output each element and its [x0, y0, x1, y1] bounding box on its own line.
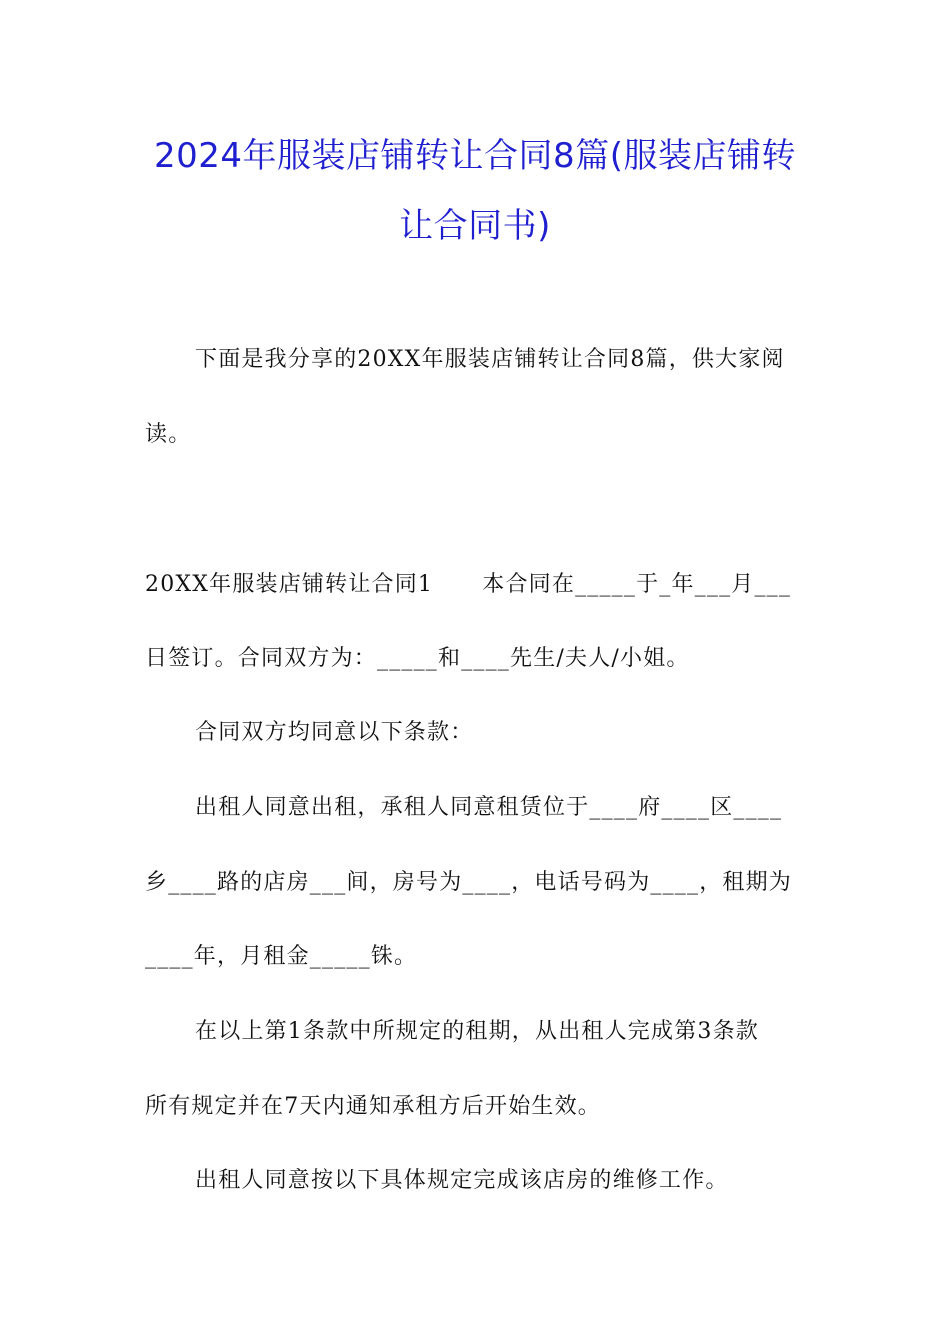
clause-intro-line: 合同双方均同意以下条款：	[195, 720, 474, 745]
clause-1-line-3: ____年，月租金_____铢。	[145, 944, 418, 969]
contract-parties-line: 日签订。合同双方为：_____和____先生/夫人/小姐。	[145, 646, 690, 671]
clause-2-line-1: 在以上第1条款中所规定的租期，从出租人完成第3条款	[195, 1019, 759, 1044]
clause-3-line-1: 出租人同意按以下具体规定完成该店房的维修工作。	[195, 1168, 729, 1193]
document-title-line-1: 2024年服装店铺转让合同8篇(服装店铺转	[154, 136, 796, 176]
clause-1-line-2: 乡____路的店房___间，房号为____，电话号码为____，租期为	[145, 870, 793, 895]
contract-heading-line: 20XX年服装店铺转让合同1 本合同在_____于_年___月___	[145, 572, 792, 597]
clause-1-line-1: 出租人同意出租，承租人同意租赁位于____府____区____	[195, 795, 783, 820]
intro-paragraph-line-2: 读。	[145, 422, 192, 447]
intro-paragraph-line-1: 下面是我分享的20XX年服装店铺转让合同8篇，供大家阅	[195, 347, 785, 372]
document-title-line-2: 让合同书)	[399, 206, 551, 246]
clause-2-line-2: 所有规定并在7天内通知承租方后开始生效。	[145, 1094, 601, 1119]
